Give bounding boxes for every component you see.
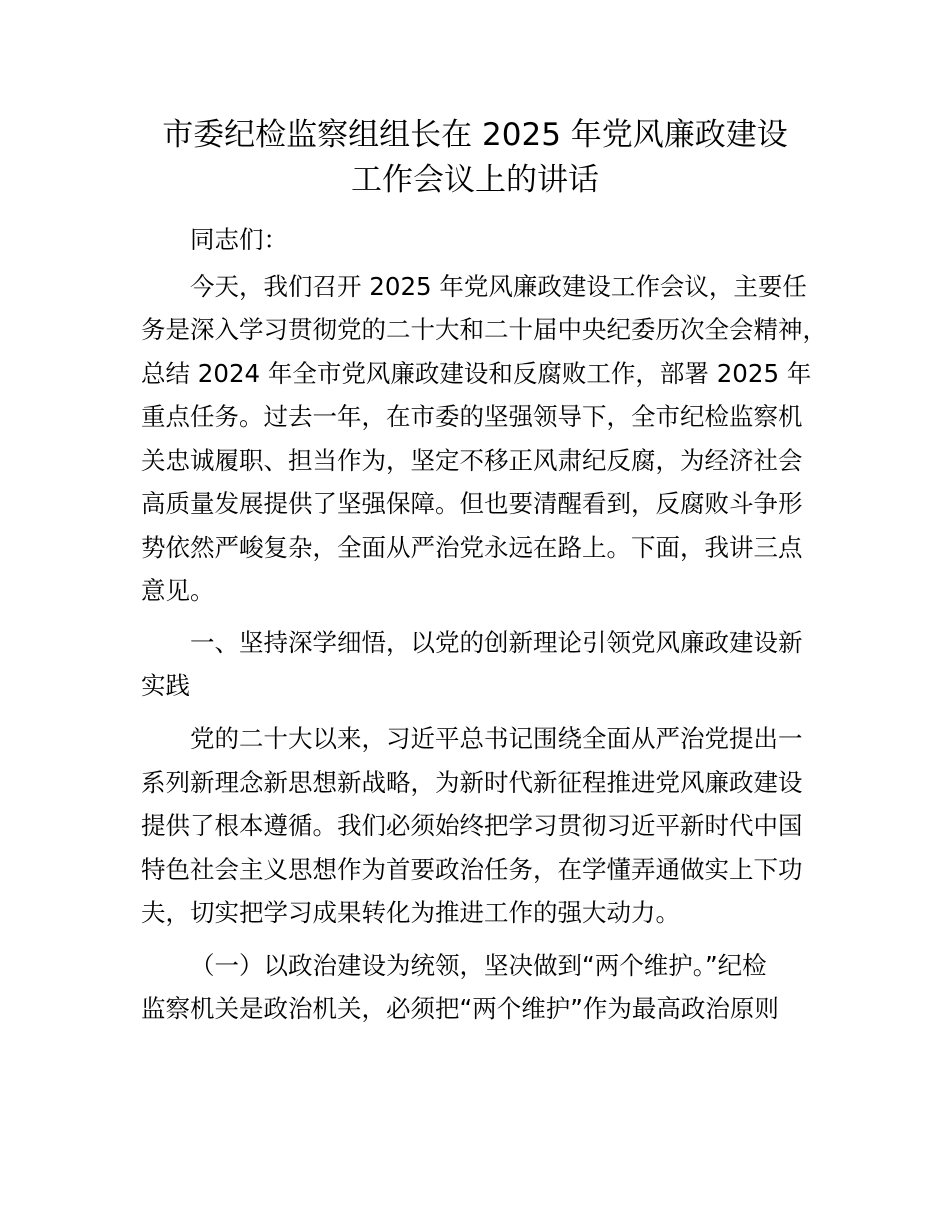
paragraph-line: 务是深入学习贯彻党的二十大和二十届中央纪委历次全会精神， — [141, 315, 827, 344]
paragraph-line: 监察机关是政治机关，必须把“两个维护”作为最高政治原则 — [141, 994, 779, 1023]
document-title-line-2: 工作会议上的讲话 — [351, 162, 599, 198]
paragraph-line: 总结 2024 年全市党风廉政建设和反腐败工作，部署 2025 年 — [141, 359, 812, 388]
paragraph-line: 意见。 — [141, 576, 215, 605]
paragraph-line: 特色社会主义思想作为首要政治任务，在学懂弄通做实上下功 — [141, 855, 803, 884]
paragraph-line: （一）以政治建设为统领，坚决做到“两个维护。”纪检 — [190, 951, 767, 980]
document-title-line-1: 市委纪检监察组组长在 2025 年党风廉政建设 — [162, 117, 788, 153]
section-heading-line: 实践 — [141, 671, 190, 700]
paragraph-line: 重点任务。过去一年，在市委的坚强领导下，全市纪检监察机 — [141, 402, 803, 431]
paragraph-line: 势依然严峻复杂，全面从严治党永远在路上。下面，我讲三点 — [141, 533, 803, 562]
paragraph-line: 今天，我们召开 2025 年党风廉政建设工作会议，主要任 — [190, 272, 807, 301]
section-heading-line: 一、坚持深学细悟，以党的创新理论引领党风廉政建设新 — [190, 628, 803, 657]
paragraph-line: 党的二十大以来，习近平总书记围绕全面从严治党提出一 — [190, 724, 803, 753]
salutation: 同志们： — [190, 225, 288, 254]
paragraph-line: 关忠诚履职、担当作为，坚定不移正风肃纪反腐，为经济社会 — [141, 446, 803, 475]
paragraph-line: 系列新理念新思想新战略，为新时代新征程推进党风廉政建设 — [141, 768, 803, 797]
paragraph-line: 高质量发展提供了坚强保障。但也要清醒看到，反腐败斗争形 — [141, 489, 803, 518]
paragraph-line: 夫，切实把学习成果转化为推进工作的强大动力。 — [141, 898, 680, 927]
paragraph-line: 提供了根本遵循。我们必须始终把学习贯彻习近平新时代中国 — [141, 811, 803, 840]
